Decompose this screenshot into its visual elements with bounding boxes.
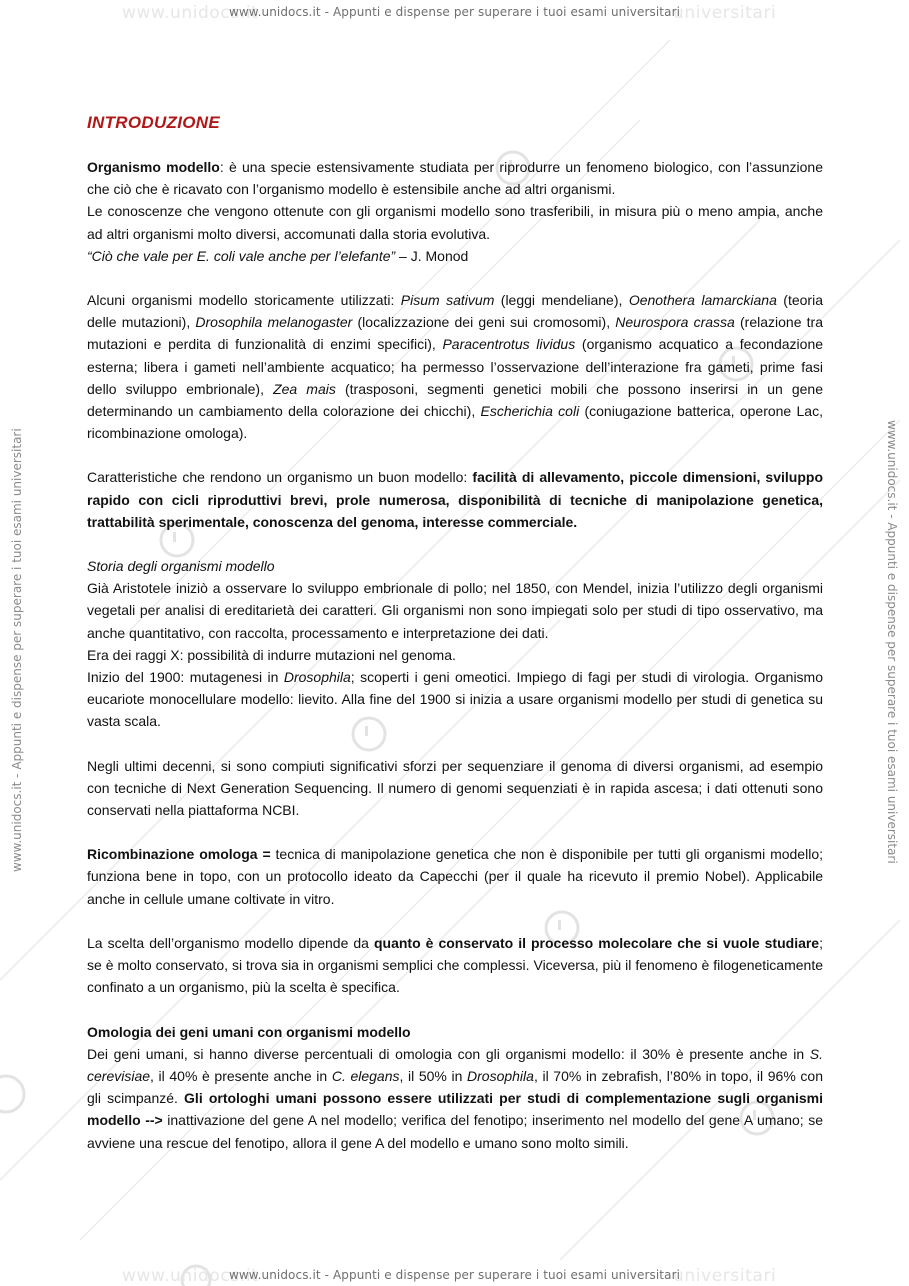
definition-line bbox=[87, 156, 823, 200]
text: , il 40% è presente anche in bbox=[150, 1067, 332, 1084]
section-subheading: Storia degli organismi modello bbox=[87, 558, 275, 575]
paragraph-history bbox=[87, 555, 823, 733]
faint-watermark-left-bottom: www.unidocs.it bbox=[122, 1266, 259, 1286]
species-name: Neurospora crassa bbox=[615, 314, 735, 331]
species-name: Paracentrotus lividus bbox=[442, 336, 576, 353]
paragraph-homologous-recombination bbox=[87, 843, 823, 910]
homology-heading: Omologia dei geni umani con organismi modello bbox=[87, 1023, 411, 1040]
text: Caratteristiche che rendono un organismo un buon modello: bbox=[87, 469, 473, 486]
text: Inizio del 1900: mutagenesi in bbox=[87, 669, 284, 686]
text: , il 50% in bbox=[399, 1067, 468, 1084]
history-line-a: Già Aristotele iniziò a osservare lo sviluppo embrionale di pollo; nel 1850, con Mendel, inizia l’utilizzo degli organismi vegetali per analisi di ereditarietà dei caratteri. Gli organismi non sono impiegati solo per studi di tipo osservativo, ma anche quantitativo, con raccolta, processamento e interpretazione dei dati. bbox=[87, 580, 823, 641]
text: (organismo acquatico a fecondazione esterna; libera i gameti nell’ambiente acquatico; ha permesso l’osservazione dell’interazione fra gameti, prime fasi dello sviluppo embrionale), bbox=[87, 336, 824, 397]
faint-watermark-left: www.unidocs.it bbox=[122, 3, 259, 23]
quote-line bbox=[87, 245, 823, 267]
characteristics-list: facilità di allevamento, piccole dimensioni, sviluppo rapido con cicli riproduttivi brevi, prole numerosa, disponibilità di tecniche di manipolazione genetica, trattabilità sperimentale, conoscenza del genoma, interesse commerciale. bbox=[87, 469, 823, 530]
term-organismo-modello: Organismo modello bbox=[87, 159, 220, 175]
text: inattivazione del gene A nel modello; verifica del fenotipo; inserimento nel modello del gene A umano; se avviene una rescue del fenotipo, allora il gene A del modello e umano sono molto simili. bbox=[87, 1112, 823, 1151]
term-ricombinazione: Ricombinazione omologa = bbox=[87, 846, 271, 863]
species-name: Drosophila melanogaster bbox=[195, 314, 353, 331]
page-title: INTRODUZIONE bbox=[87, 113, 220, 132]
species-name: Zea mais bbox=[273, 380, 336, 397]
text: , il 70% in zebrafish, l’80% in topo, il 96% con gli scimpanzé. bbox=[87, 1067, 823, 1107]
text: (leggi mendeliane), bbox=[494, 292, 629, 309]
species-name: Drosophila bbox=[467, 1067, 534, 1084]
header-watermark: www.unidocs.it - Appunti e dispense per superare i tuoi esami universitari bbox=[228, 5, 681, 19]
right-side-watermark: www.unidocs.it - Appunti e dispense per superare i tuoi esami universitari bbox=[885, 420, 899, 864]
footer-watermark: www.unidocs.it - Appunti e dispense per superare i tuoi esami universitari bbox=[228, 1268, 681, 1282]
paragraph-characteristics bbox=[87, 466, 823, 533]
paragraph-gene-homology bbox=[87, 1021, 823, 1154]
text: Alcuni organismi modello storicamente utilizzati: bbox=[87, 292, 401, 309]
text: ; se è molto conservato, si trova sia in organismi semplici che complessi. Viceversa, più il fenomeno è filogeneticamente confinato a un organismo, più la scelta è specifica. bbox=[87, 934, 823, 996]
paragraph-historical-organisms bbox=[87, 289, 823, 444]
faint-watermark-right: universitari bbox=[673, 3, 777, 23]
text: (localizzazione dei geni sui cromosomi), bbox=[352, 314, 616, 331]
paragraph-organismo-modello bbox=[87, 156, 823, 267]
species-name: Drosophila bbox=[283, 669, 351, 686]
paragraph-sequencing: Negli ultimi decenni, si sono compiuti significativi sforzi per sequenziare il genoma di diversi organismi, ad esempio con tecniche di Next Generation Sequencing. Il numero di genomi sequenziati è in rapida ascesa; i dati ottenuti sono conservati nella piattaforma NCBI. bbox=[87, 757, 823, 819]
emphasis: quanto è conservato il processo molecolare che si vuole studiare bbox=[373, 934, 820, 951]
history-line-b: Era dei raggi X: possibilità di indurre mutazioni nel genoma. bbox=[87, 646, 456, 663]
history-line-c bbox=[87, 666, 823, 733]
left-side-watermark: www.unidocs.it - Appunti e dispense per superare i tuoi esami universitari bbox=[10, 428, 24, 872]
text: La scelta dell’organismo modello dipende da bbox=[87, 934, 374, 951]
homology-text bbox=[87, 1043, 823, 1154]
species-name: Oenothera lamarckiana bbox=[628, 292, 777, 309]
text: (coniugazione batterica, operone Lac, ricombinazione omologa). bbox=[87, 403, 823, 442]
transfer-line: Le conoscenze che vengono ottenute con gli organismi modello sono trasferibili, in misura più o meno ampia, anche ad altri organismi molto diversi, accomunati dalla storia evolutiva. bbox=[87, 203, 823, 242]
document-body bbox=[87, 112, 823, 1176]
emphasis: Gli ortologhi umani possono essere utilizzati per studi di complementazione sugli organismi modello --> bbox=[87, 1090, 824, 1129]
definition-text: : è una specie estensivamente studiata per riprodurre un fenomeno biologico, con l’assunzione che ciò che è ricavato con l’organismo modello è estensibile anche ad altri organismi. bbox=[87, 159, 823, 198]
species-name: Escherichia coli bbox=[480, 403, 580, 420]
species-name: Pisum sativum bbox=[400, 292, 495, 309]
text: (relazione tra mutazioni e perdita di funzionalità di enzimi specifici), bbox=[87, 314, 824, 353]
text: Dei geni umani, si hanno diverse percentuali di omologia con gli organismi modello: il 30% è presente anche in bbox=[87, 1045, 810, 1062]
species-name: S. cerevisiae bbox=[87, 1045, 823, 1084]
species-name: C. elegans bbox=[331, 1067, 400, 1084]
text: (trasposoni, segmenti genetici mobili che possono inserirsi in un gene determinando un cambiamento della colorazione dei chicchi), bbox=[87, 380, 824, 420]
paragraph-model-choice bbox=[87, 932, 823, 999]
text: tecnica di manipolazione genetica che non è disponibile per tutti gli organismi modello; funziona bene in topo, con un protocollo ideato da Capecchi (per il quale ha ricevuto il premio Nobel). Applicabile anche in cellule umane coltivate in vitro. bbox=[87, 846, 823, 907]
faint-watermark-right-bottom: universitari bbox=[673, 1266, 777, 1286]
monod-quote: “Ciò che vale per E. coli vale anche per l’elefante” bbox=[87, 247, 396, 264]
text: ; scoperti i geni omeotici. Impiego di fagi per studi di virologia. Organismo eucariote monocellulare modello: lievito. Alla fine del 1900 si inizia a usare organismi modello per studi di genetica su vasta scala. bbox=[87, 669, 823, 730]
quote-author: – J. Monod bbox=[395, 247, 469, 264]
text: (teoria delle mutazioni), bbox=[87, 292, 823, 331]
